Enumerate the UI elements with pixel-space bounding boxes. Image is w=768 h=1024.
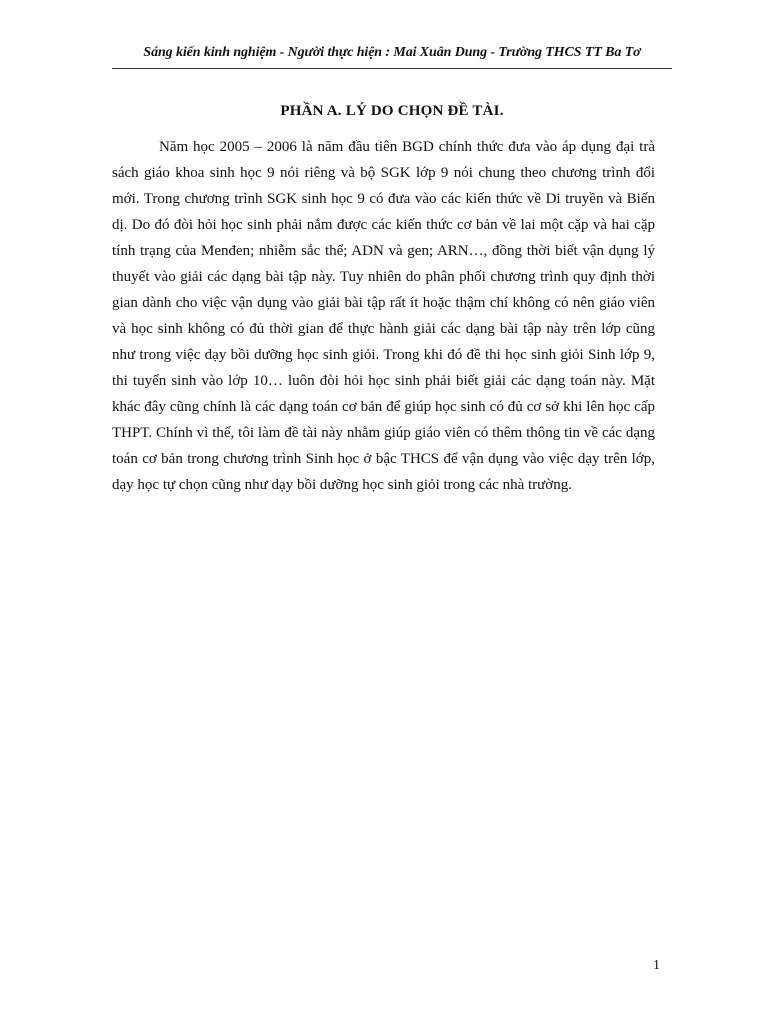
running-header: Sáng kiến kinh nghiệm - Người thực hiện : Mai Xuân Dung - Trường THCS TT Ba Tơ (143, 45, 641, 60)
section-title: PHẦN A. LÝ DO CHỌN ĐỀ TÀI. (280, 103, 504, 119)
page-number: 1 (653, 958, 660, 973)
body-paragraph: Năm học 2005 – 2006 là năm đầu tiên BGD chính thức đưa vào áp dụng đại trà sách giáo khoa sinh học 9 nói riêng và bộ SGK lớp 9 nói chung theo chương trình đổi mới. Trong chương trình SGK sinh học 9 có đưa vào các kiến thức về Di truyền và Biến dị. Do đó đòi hỏi học sinh phải nắm được các kiến thức cơ bản về lai một cặp và hai cặp tính trạng của Menđen; nhiễm sắc thể; ADN và gen; ARN…, đồng thời biết vận dụng lý thuyết vào giải các dạng bài tập này. Tuy nhiên do phân phối chương trình quy định thời gian dành cho việc vận dụng vào giải bài tập rất ít hoặc thậm chí không có nên giáo viên và học sinh không có đủ thời gian để thực hành giải các dạng bài tập này trên lớp cũng như trong việc dạy bồi dưỡng học sinh giỏi. Trong khi đó đề thi học sinh giỏi Sinh lớp 9, thi tuyển sinh vào lớp 10… luôn đòi hỏi học sinh phải biết giải các dạng toán này. Mặt khác đây cũng chính là các dạng toán cơ bản để giúp học sinh có đủ cơ sở khi lên học cấp THPT. Chính vì thế, tôi làm đề tài này nhằm giúp giáo viên có thêm thông tin về các dạng toán cơ bản trong chương trình Sinh học ở bậc THCS để vận dụng vào việc dạy trên lớp, dạy học tự chọn cũng như dạy bồi dưỡng học sinh giỏi trong các nhà trường. (112, 139, 655, 493)
header-divider (112, 68, 672, 69)
